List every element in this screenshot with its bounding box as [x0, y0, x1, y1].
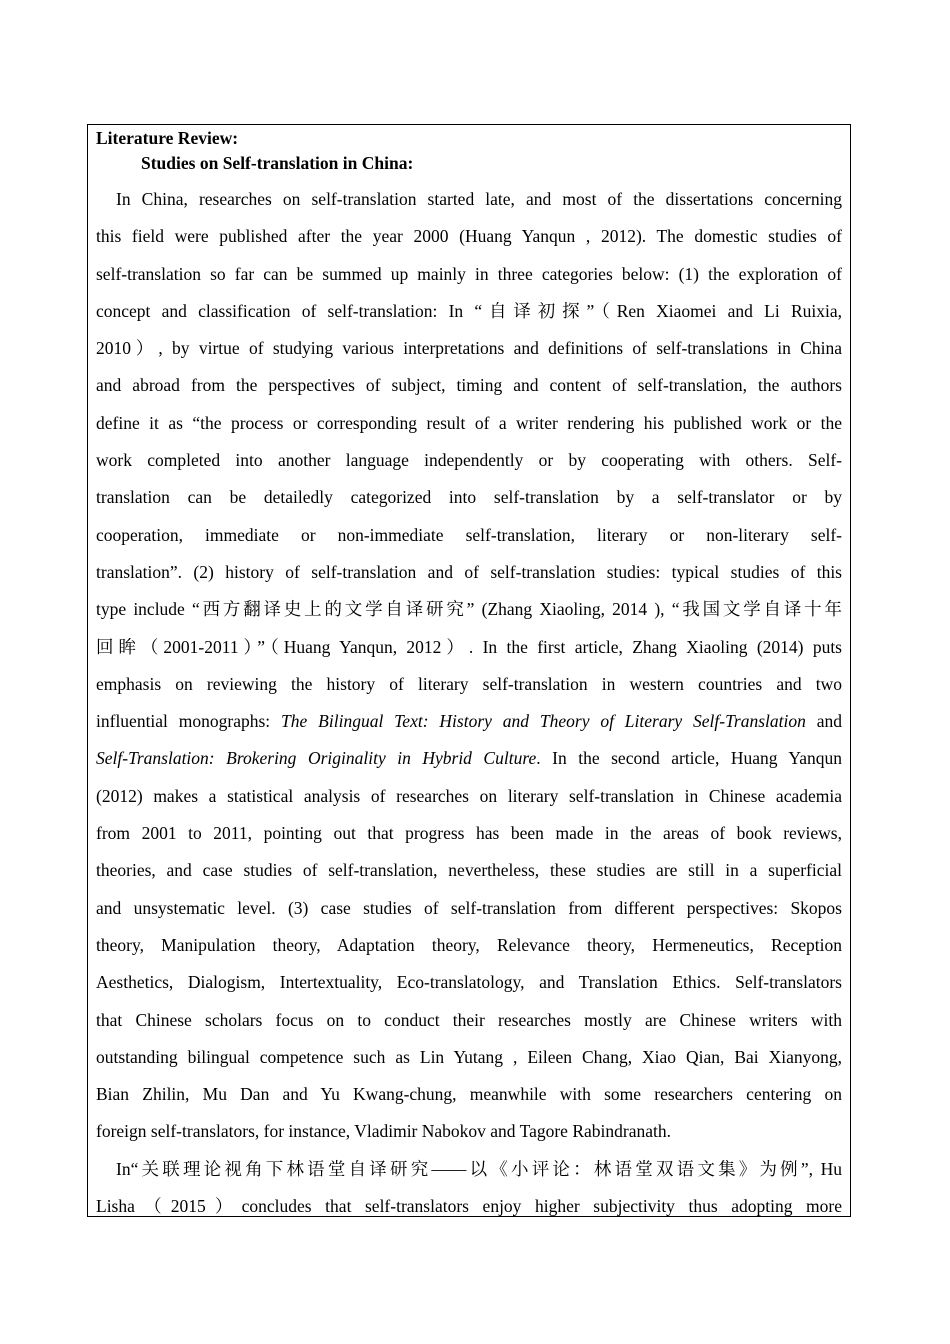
text-run: and [805, 711, 842, 732]
text-line: Lisha（2015）concludes that self-translators enjoy higher subjectivity thus adopting more [96, 1195, 842, 1216]
text-line: theory, Manipulation theory, Adaptation theory, Relevance theory, Hermeneutics, Reception [96, 934, 842, 955]
text-line: Bian Zhilin, Mu Dan and Yu Kwang-chung, meanwhile with some researchers centering on [96, 1084, 842, 1105]
text-line: this field were published after the year 2000 (Huang Yanqun , 2012). The domestic studies of [96, 226, 842, 247]
text-line: 回眸（2001-2011）”（Huang Yanqun, 2012）. In the first article, Zhang Xiaoling (2014) puts [96, 636, 842, 657]
text-run: influential monographs: [96, 711, 282, 732]
text-line: Aesthetics, Dialogism, Intertextuality, Eco-translatology, and Translation Ethics. Self-translators [96, 972, 842, 993]
text-line: theories, and case studies of self-translation, nevertheless, these studies are still in a superficial [96, 860, 842, 881]
subsection-heading: Studies on Self-translation in China: [141, 153, 414, 173]
text-line: and abroad from the perspectives of subject, timing and content of self-translation, the authors [96, 375, 842, 396]
body-text [96, 186, 842, 1230]
text-line: type include “西方翻译史上的文学自译研究” (Zhang Xiaoling, 2014 ), “我国文学自译十年 [96, 599, 842, 620]
text-line: concept and classification of self-translation: In “自译初探”（Ren Xiaomei and Li Ruixia, [96, 300, 842, 321]
text-line: emphasis on reviewing the history of literary self-translation in western countries and two [96, 673, 842, 694]
text-line [96, 745, 842, 782]
text-line [96, 708, 842, 745]
text-line: and unsystematic level. (3) case studies of self-translation from different perspectives: Skopos [96, 897, 842, 918]
text-line: that Chinese scholars focus on to conduct their researches mostly are Chinese writers with [96, 1009, 842, 1030]
text-line: define it as “the process or corresponding result of a writer rendering his published work or the [96, 412, 842, 433]
text-line: foreign self-translators, for instance, Vladimir Nabokov and Tagore Rabindranath. [96, 1121, 671, 1142]
text-line: from 2001 to 2011, pointing out that progress has been made in the areas of book reviews, [96, 823, 842, 844]
section-heading: Literature Review: [96, 128, 239, 148]
text-line: In China, researches on self-translation started late, and most of the dissertations concerning [116, 189, 842, 209]
text-line: (2012) makes a statistical analysis of researches on literary self-translation in Chinese academia [96, 785, 842, 806]
text-line: 2010）, by virtue of studying various interpretations and definitions of self-translations in China [96, 338, 842, 359]
italic-book-title: The Bilingual Text: History and Theory of Literary Self-Translation [281, 711, 806, 732]
text-line: In“关联理论视角下林语堂自译研究——以《小评论：林语堂双语文集》为例”, Hu [116, 1158, 842, 1179]
text-line: outstanding bilingual competence such as Lin Yutang , Eileen Chang, Xiao Qian, Bai Xianyong, [96, 1046, 842, 1067]
text-line: cooperation, immediate or non-immediate self-translation, literary or non-literary self- [96, 524, 842, 545]
text-line: translation”. (2) history of self-translation and of self-translation studies: typical studies of this [96, 561, 842, 582]
text-line: work completed into another language independently or by cooperating with others. Self- [96, 450, 842, 471]
text-line: self-translation so far can be summed up mainly in three categories below: (1) the exploration of [96, 263, 842, 284]
text-line: translation can be detailedly categorized into self-translation by a self-translator or by [96, 487, 842, 508]
text-run: . In the second article, Huang Yanqun [536, 748, 842, 769]
italic-book-title: Self-Translation: Brokering Originality in Hybrid Culture [96, 748, 537, 769]
